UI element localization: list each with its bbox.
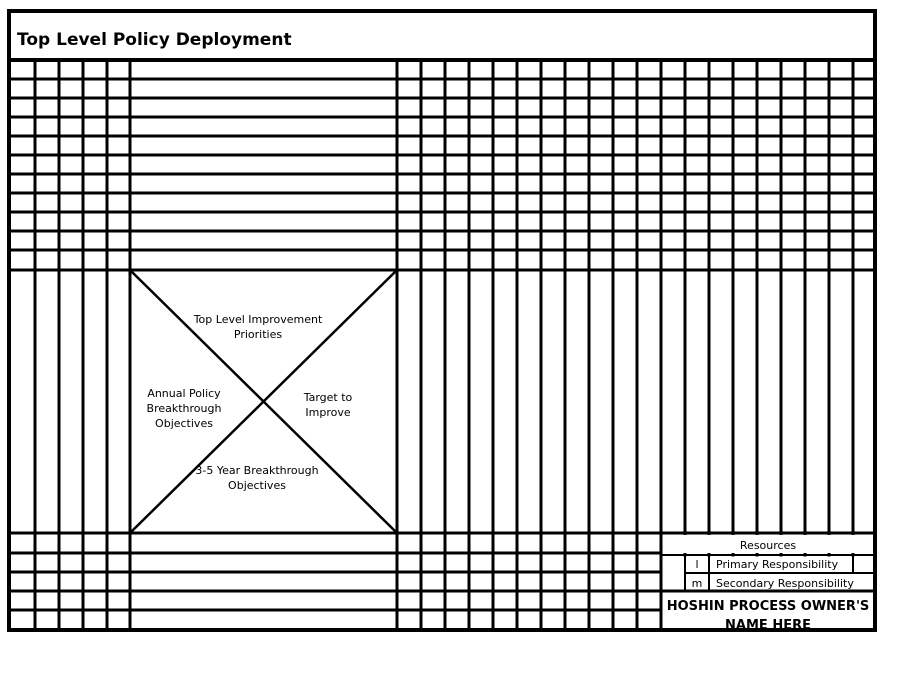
legend-title: Resources — [739, 539, 797, 552]
primary-responsibility-label: Primary Responsibility — [716, 558, 839, 571]
annual-objectives-label: Annual Policy Breakthrough Objectives — [146, 387, 222, 430]
page-title: Top Level Policy Deployment — [17, 30, 292, 50]
primary-responsibility-symbol: l — [695, 558, 699, 571]
secondary-responsibility-symbol: m — [691, 577, 703, 590]
target-label: Target to Improve — [303, 391, 353, 419]
left-columns — [35, 60, 130, 630]
process-owner-name[interactable]: HOSHIN PROCESS OWNER'S NAME HERE — [666, 599, 870, 629]
top-rows — [9, 79, 875, 250]
breakthrough-objectives-label: 3-5 Year Breakthrough Objectives — [195, 464, 319, 492]
top-priorities-label: Top Level Improvement Priorities — [193, 313, 323, 341]
secondary-responsibility-label: Secondary Responsibility — [716, 577, 854, 590]
